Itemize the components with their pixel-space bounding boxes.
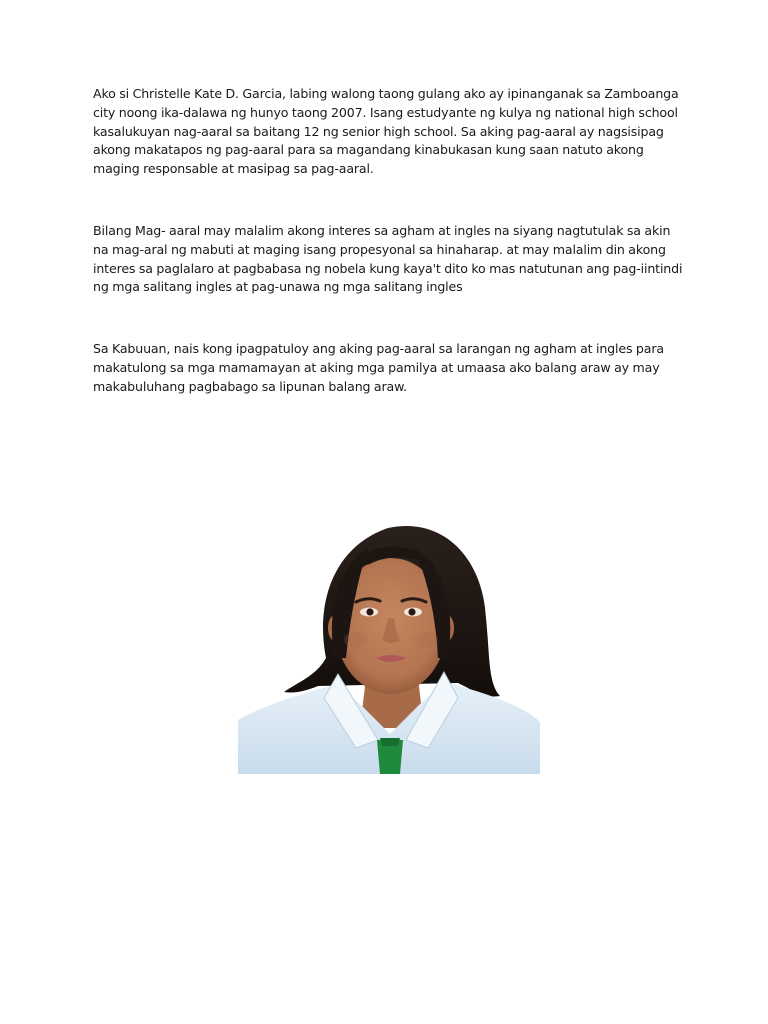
iris-right (408, 608, 415, 615)
paragraph-introduction: Ako si Christelle Kate D. Garcia, labing walong taong gulang ako ay ipinanganak sa Zamboanga city noong ika-dalawa ng hunyo taong 2007. Isang estudyante ng kulya ng national high school kasalukuyan nag-aaral sa baitang 12 ng senior high school. Sa aking pag-aaral ay nagsisipag akong makatapos ng pag-aaral para sa magandang kinabukasan kung saan natuto akong maging responsable at masipag sa pag-aaral. (93, 86, 679, 177)
cheek-left (344, 632, 368, 648)
document-body (93, 85, 683, 397)
cheek-right (414, 632, 438, 648)
necktie-knot (380, 738, 400, 746)
paragraph-interests: Bilang Mag- aaral may malalim akong interes sa agham at ingles na siyang nagtutulak sa akin na mag-aral ng mabuti at maging isang propesyonal sa hinaharap. at may malalim din akong interes sa paglalaro at pagbabasa ng nobela kung kaya't dito ko mas natutunan ang pag-iintindi ng mga salitang ingles at pag-unawa ng mga salitang ingles (93, 222, 683, 295)
portrait-illustration (238, 508, 540, 774)
paragraph-conclusion: Sa Kabuuan, nais kong ipagpatuloy ang aking pag-aaral sa larangan ng agham at ingles para makatulong sa mga mamamayan at aking mga pamilya at umaasa ako balang araw ay may makabuluhang pagbabago sa lipunan balang araw. (93, 341, 664, 394)
student-portrait-photo (238, 508, 540, 774)
iris-left (366, 608, 373, 615)
